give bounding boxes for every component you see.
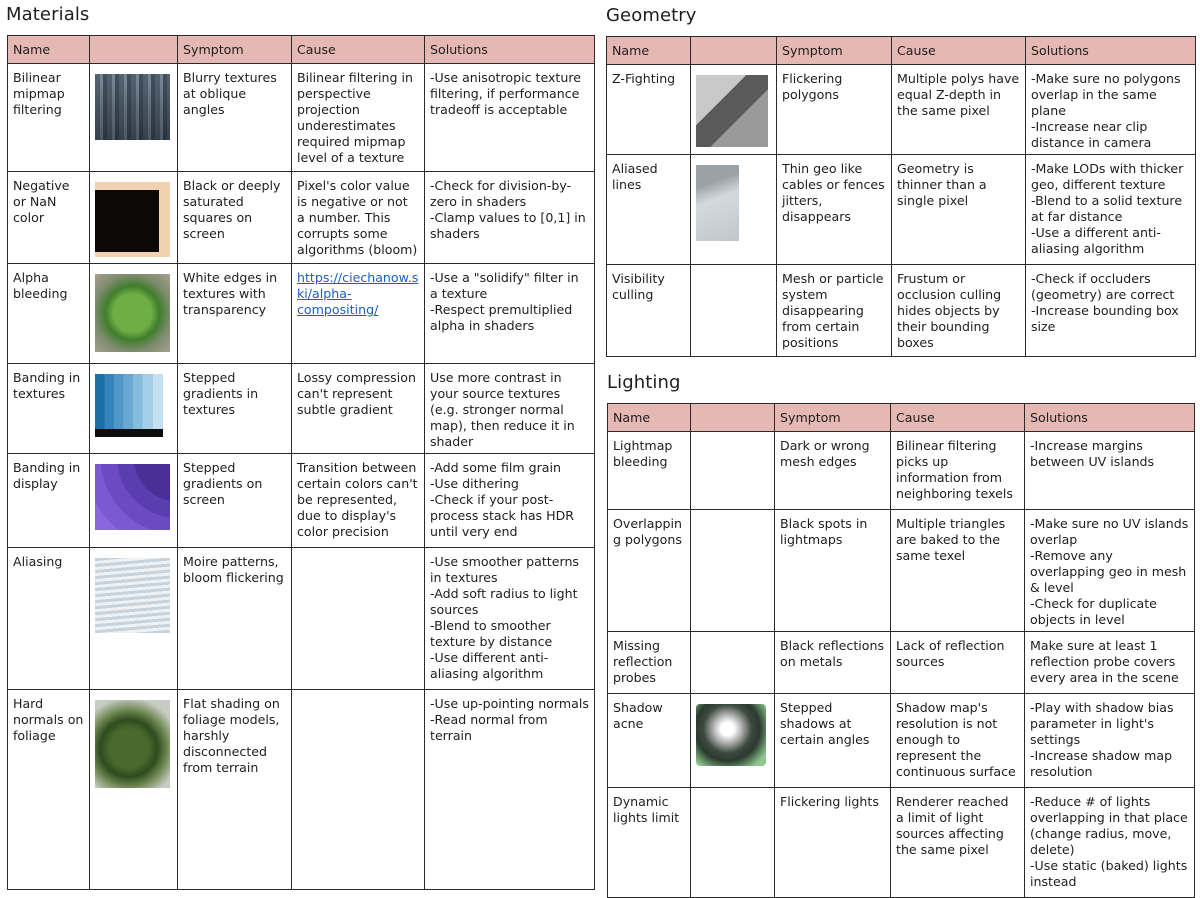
z-fighting-image	[696, 75, 768, 147]
row-name: Z-Fighting	[607, 65, 691, 155]
geometry-header-row	[607, 37, 1196, 65]
header-symptom: Symptom	[178, 36, 292, 64]
row-solutions: -Use anisotropic texture filtering, if performance tradeoff is acceptable	[425, 64, 595, 172]
lighting-title: Lighting	[607, 372, 681, 393]
row-cause	[292, 548, 425, 690]
row-solutions: -Make sure no polygons overlap in the same plane -Increase near clip distance in camera	[1026, 65, 1196, 155]
table-row	[8, 64, 595, 172]
geometry-title: Geometry	[606, 5, 697, 26]
row-cause: Bilinear filtering picks up information from neighboring texels	[891, 432, 1025, 510]
header-cause: Cause	[892, 37, 1026, 65]
header-symptom: Symptom	[775, 404, 891, 432]
row-image-cell	[90, 454, 178, 548]
row-solutions: -Reduce # of lights overlapping in that place (change radius, move, delete) -Use static (baked) lights instead	[1025, 788, 1195, 898]
row-cause: Frustum or occlusion culling hides objects by their bounding boxes	[892, 265, 1026, 357]
row-symptom: Flat shading on foliage models, harshly disconnected from terrain	[178, 690, 292, 890]
row-name: Hard normals on foliage	[8, 690, 90, 890]
row-cause: Multiple triangles are baked to the same texel	[891, 510, 1025, 632]
foliage-image	[95, 700, 170, 788]
table-row	[608, 432, 1195, 510]
row-cause: Renderer reached a limit of light sources affecting the same pixel	[891, 788, 1025, 898]
header-image	[691, 37, 777, 65]
row-symptom: Stepped shadows at certain angles	[775, 694, 891, 788]
row-name: Aliasing	[8, 548, 90, 690]
row-symptom: Flickering lights	[775, 788, 891, 898]
aliasing-image	[95, 558, 170, 633]
row-cause: Lack of reflection sources	[891, 632, 1025, 694]
row-solutions: -Add some film grain -Use dithering -Check if your post-process stack has HDR until very end	[425, 454, 595, 548]
row-name: Negative or NaN color	[8, 172, 90, 264]
materials-table	[7, 35, 595, 890]
materials-header-row	[8, 36, 595, 64]
header-image	[90, 36, 178, 64]
row-symptom: Thin geo like cables or fences jitters, disappears	[777, 155, 892, 265]
row-name: Aliased lines	[607, 155, 691, 265]
row-cause: Bilinear filtering in perspective projection underestimates required mipmap level of a texture	[292, 64, 425, 172]
row-image-cell	[691, 155, 777, 265]
row-name: Missing reflection probes	[608, 632, 691, 694]
table-row	[608, 694, 1195, 788]
row-cause	[292, 690, 425, 890]
row-solutions: -Use smoother patterns in textures -Add soft radius to light sources -Blend to smoother texture by distance -Use different anti-aliasing algorithm	[425, 548, 595, 690]
table-row	[608, 632, 1195, 694]
header-name: Name	[8, 36, 90, 64]
row-image-cell	[90, 364, 178, 454]
table-row	[8, 548, 595, 690]
row-image-cell	[90, 172, 178, 264]
row-symptom: White edges in textures with transparency	[178, 264, 292, 364]
header-image	[691, 404, 775, 432]
row-symptom: Moire patterns, bloom flickering	[178, 548, 292, 690]
table-row	[8, 364, 595, 454]
header-cause: Cause	[891, 404, 1025, 432]
table-row	[608, 788, 1195, 898]
table-row	[8, 172, 595, 264]
banding-texture-image	[95, 374, 163, 437]
banding-display-image	[95, 464, 170, 530]
aliased-lines-image	[696, 165, 739, 241]
materials-title: Materials	[6, 4, 90, 25]
table-row	[608, 510, 1195, 632]
row-name: Alpha bleeding	[8, 264, 90, 364]
row-image-cell	[691, 65, 777, 155]
table-row	[607, 265, 1196, 357]
row-name: Banding in display	[8, 454, 90, 548]
geometry-table	[606, 36, 1196, 357]
header-solutions: Solutions	[1025, 404, 1195, 432]
row-solutions: -Make LODs with thicker geo, different texture -Blend to a solid texture at far distance -Use a different anti-aliasing algorithm	[1026, 155, 1196, 265]
table-row	[607, 65, 1196, 155]
header-solutions: Solutions	[1026, 37, 1196, 65]
lighting-table	[607, 403, 1195, 898]
row-cause: Transition between certain colors can't be represented, due to display's color precision	[292, 454, 425, 548]
table-row	[8, 264, 595, 364]
row-name: Shadow acne	[608, 694, 691, 788]
row-cause: Geometry is thinner than a single pixel	[892, 155, 1026, 265]
row-cause: Multiple polys have equal Z-depth in the same pixel	[892, 65, 1026, 155]
row-image-cell	[90, 264, 178, 364]
row-name: Banding in textures	[8, 364, 90, 454]
row-solutions: -Use a "solidify" filter in a texture -Respect premultiplied alpha in shaders	[425, 264, 595, 364]
row-cause	[292, 264, 425, 364]
row-symptom: Black reflections on metals	[775, 632, 891, 694]
row-solutions: -Make sure no UV islands overlap -Remove any overlapping geo in mesh & level -Check for duplicate objects in level	[1025, 510, 1195, 632]
row-name: Dynamic lights limit	[608, 788, 691, 898]
row-solutions: Use more contrast in your source textures (e.g. stronger normal map), then reduce it in shader	[425, 364, 595, 454]
lighting-header-row	[608, 404, 1195, 432]
header-cause: Cause	[292, 36, 425, 64]
row-solutions: -Check for division-by-zero in shaders -Clamp values to [0,1] in shaders	[425, 172, 595, 264]
header-name: Name	[608, 404, 691, 432]
nan-color-image	[95, 182, 170, 257]
row-cause: Shadow map's resolution is not enough to represent the continuous surface	[891, 694, 1025, 788]
table-row	[8, 454, 595, 548]
row-solutions: -Use up-pointing normals -Read normal from terrain	[425, 690, 595, 890]
row-name: Lightmap bleeding	[608, 432, 691, 510]
row-symptom: Stepped gradients in textures	[178, 364, 292, 454]
header-solutions: Solutions	[425, 36, 595, 64]
row-solutions: -Play with shadow bias parameter in light's settings -Increase shadow map resolution	[1025, 694, 1195, 788]
header-symptom: Symptom	[777, 37, 892, 65]
row-cause: Pixel's color value is negative or not a number. This corrupts some algorithms (bloom)	[292, 172, 425, 264]
row-name: Overlapping polygons	[608, 510, 691, 632]
row-image-cell	[90, 64, 178, 172]
row-image-cell	[691, 510, 775, 632]
row-name: Visibility culling	[607, 265, 691, 357]
bilinear-texture-image	[95, 74, 170, 140]
shadow-acne-image	[696, 704, 766, 766]
alpha-compositing-link[interactable]: https://ciechanow.ski/alpha-compositing/	[297, 270, 419, 317]
row-image-cell	[691, 632, 775, 694]
row-image-cell	[691, 265, 777, 357]
row-symptom: Black or deeply saturated squares on screen	[178, 172, 292, 264]
row-symptom: Dark or wrong mesh edges	[775, 432, 891, 510]
row-symptom: Stepped gradients on screen	[178, 454, 292, 548]
row-solutions: -Check if occluders (geometry) are correct -Increase bounding box size	[1026, 265, 1196, 357]
header-name: Name	[607, 37, 691, 65]
row-solutions: Make sure at least 1 reflection probe covers every area in the scene	[1025, 632, 1195, 694]
row-image-cell	[691, 432, 775, 510]
row-image-cell	[691, 694, 775, 788]
row-image-cell	[691, 788, 775, 898]
row-symptom: Flickering polygons	[777, 65, 892, 155]
row-symptom: Blurry textures at oblique angles	[178, 64, 292, 172]
alpha-bleeding-image	[95, 274, 170, 352]
row-cause: Lossy compression can't represent subtle gradient	[292, 364, 425, 454]
row-solutions: -Increase margins between UV islands	[1025, 432, 1195, 510]
row-image-cell	[90, 690, 178, 890]
row-symptom: Mesh or particle system disappearing from certain positions	[777, 265, 892, 357]
row-image-cell	[90, 548, 178, 690]
table-row	[8, 690, 595, 890]
table-row	[607, 155, 1196, 265]
row-symptom: Black spots in lightmaps	[775, 510, 891, 632]
row-name: Bilinear mipmap filtering	[8, 64, 90, 172]
